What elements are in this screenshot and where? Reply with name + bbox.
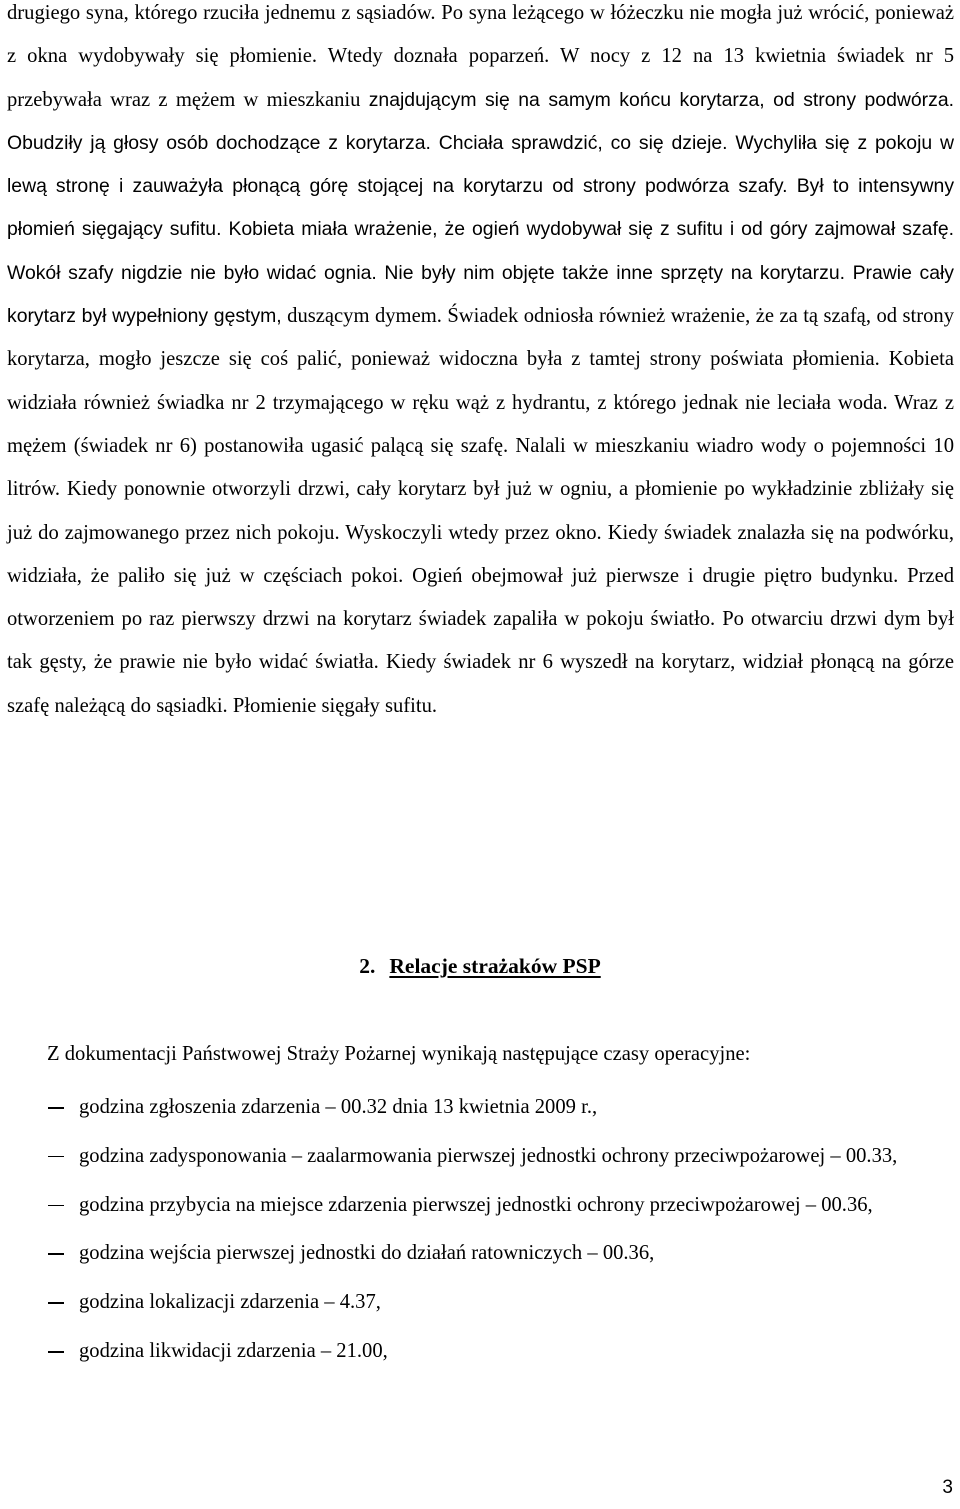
body-line: intensywny płomień sięgający sufitu. Kobieta miała wrażenie, że ogień wydobywał się z xyxy=(7,175,955,241)
operational-times-list xyxy=(0,1086,960,1379)
body-line: Kobieta widziała również świadka nr 2 trzymającego w ręku wąż z hydrantu, z którego jednak xyxy=(7,348,954,414)
page-number: 3 xyxy=(942,1477,953,1498)
body-line: świadek nr 6 wyszedł na korytarz, widział płonącą na górze szafę należącą do sąsiadki. xyxy=(7,651,954,717)
dash-bullet xyxy=(48,1156,64,1158)
body-line: nie leciała woda. Wraz z mężem (świadek nr 6) postanowiła ugasić palącą się szafę. Nalali w xyxy=(7,391,954,457)
body-line: mogło jeszcze się coś palić, ponieważ widoczna była z tamtej strony poświata płomienia. xyxy=(98,348,880,371)
dash-bullet xyxy=(48,1205,64,1207)
list-item-text: godzina przybycia na miejsce zdarzenia pierwszej jednostki ochrony przeciwpożarowej – 00.36, xyxy=(79,1193,873,1216)
dash-bullet xyxy=(48,1253,64,1255)
list-item-text: godzina lokalizacji zdarzenia – 4.37, xyxy=(79,1291,381,1314)
list-item-text: godzina wejścia pierwszej jednostki do działań ratowniczych – 00.36, xyxy=(79,1242,655,1265)
body-line: nich pokoju. Wyskoczyli wtedy przez okno. Kiedy świadek znalazła się na podwórku, xyxy=(235,521,955,544)
body-line: widziała, że paliło się już w częściach pokoi. Ogień obejmował już pierwsze i drugie piętro xyxy=(7,564,813,587)
body-line: stronę i zauważyła płonącą górę stojącej na korytarzu od strony podwórza szafy. Był to xyxy=(55,175,850,198)
body-line: światło. Po otwarciu drzwi dym był tak gęsty, że prawie nie było widać światła. Kiedy xyxy=(7,608,954,674)
list-item xyxy=(0,1086,960,1129)
body-line: dochodzące z korytarza. Chciała sprawdzić, co się dzieje. Wychyliła się z pokoju w lewą xyxy=(7,131,954,198)
body-line: już wrócić, ponieważ z okna wydobywały się płomienie. Wtedy doznała poparzeń. xyxy=(7,2,954,68)
section-intro: Z dokumentacji Państwowej Straży Pożarnej wynikają następujące czasy operacyjne: xyxy=(47,1043,751,1065)
body-line: drugiego syna, którego rzuciła jednemu z sąsiadów. Po syna leżącego w łóżeczku nie mogła xyxy=(7,2,772,24)
dash-bullet xyxy=(48,1351,64,1353)
body-line: budynku. Przed otworzeniem po raz pierwszy drzwi na korytarz świadek zapaliła w pokoju xyxy=(7,564,955,631)
list-item xyxy=(0,1184,960,1227)
list-item xyxy=(0,1135,960,1178)
body-line: duszącym dymem. Świadek odniosła również wrażenie, że za tą szafą, od strony korytarza, xyxy=(7,305,954,371)
body-line: Płomienie sięgały sufitu. xyxy=(232,694,438,717)
list-item xyxy=(0,1232,960,1275)
body-line: objęte także inne sprzęty na korytarzu. Prawie cały korytarz był wypełniony gęstym, xyxy=(7,261,954,328)
body-line: mieszkaniu wiadro wody o pojemności 10 litrów. Kiedy ponownie otworzyli drzwi, cały xyxy=(7,434,955,501)
list-item xyxy=(0,1330,960,1373)
section-number: 2. xyxy=(359,954,376,978)
dash-bullet xyxy=(48,1107,64,1109)
dash-bullet xyxy=(48,1302,64,1304)
list-item-text: godzina likwidacji zdarzenia – 21.00, xyxy=(79,1339,388,1362)
body-line: korytarz był już w ogniu, a płomienie po wykładzinie zbliżały się już do zajmowanego przez xyxy=(7,478,954,544)
body-line: znajdującym się na samym końcu korytarza, od strony podwórza. Obudziły ją głosy osób xyxy=(7,88,954,154)
list-item xyxy=(0,1281,960,1324)
list-item-text: godzina zadysponowania – zaalarmowania pierwszej jednostki ochrony przeciwpożarowej – 00.33, xyxy=(79,1144,898,1167)
list-item-text: godzina zgłoszenia zdarzenia – 00.32 dnia 13 kwietnia 2009 r., xyxy=(79,1096,598,1118)
witness-testimony-paragraph xyxy=(7,0,954,728)
body-line: W nocy z 12 na 13 kwietnia świadek nr 5 przebywała wraz z mężem w mieszkaniu xyxy=(7,45,955,111)
body-line: sufitu i od góry zajmował szafę. Wokół szafy nigdzie nie było widać ognia. Nie były nim xyxy=(7,218,954,284)
section-heading xyxy=(0,951,960,981)
section-title: Relacje strażaków PSP xyxy=(389,954,601,978)
